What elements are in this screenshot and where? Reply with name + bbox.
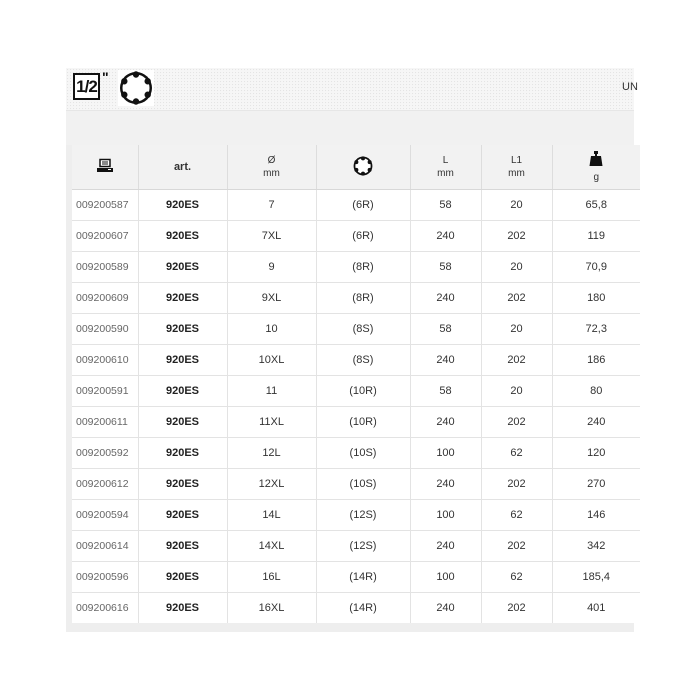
cell-length: 240	[410, 283, 481, 314]
cell-diameter: 12XL	[227, 469, 316, 500]
col-header-weight[interactable]	[552, 145, 640, 190]
cell-code: 009200596	[72, 562, 138, 593]
cell-diameter: 9	[227, 252, 316, 283]
header-right-text: UN	[622, 81, 638, 93]
cell-torx: (8S)	[316, 314, 410, 345]
cell-code: 009200592	[72, 438, 138, 469]
cell-diameter: 14L	[227, 500, 316, 531]
cell-diameter: 14XL	[227, 531, 316, 562]
cell-torx: (8R)	[316, 283, 410, 314]
cell-length1: 20	[481, 190, 552, 221]
table-row[interactable]	[72, 345, 640, 376]
cell-art: 920ES	[138, 531, 227, 562]
col-header-weight-unit: g	[593, 172, 600, 183]
cell-weight: 186	[552, 345, 640, 376]
table-row[interactable]	[72, 190, 640, 221]
spacer-band	[66, 111, 634, 145]
cell-art: 920ES	[138, 562, 227, 593]
cell-length1: 20	[481, 252, 552, 283]
cell-weight: 65,8	[552, 190, 640, 221]
table-row[interactable]	[72, 376, 640, 407]
col-header-art[interactable]	[138, 145, 227, 190]
table-row[interactable]	[72, 438, 640, 469]
table-row[interactable]	[72, 531, 640, 562]
cell-weight: 342	[552, 531, 640, 562]
cell-torx: (6R)	[316, 190, 410, 221]
table-row[interactable]	[72, 221, 640, 252]
cell-art: 920ES	[138, 438, 227, 469]
torx-star-icon	[118, 70, 154, 106]
cell-art: 920ES	[138, 283, 227, 314]
cell-art: 920ES	[138, 345, 227, 376]
cell-length1: 62	[481, 562, 552, 593]
table-row[interactable]	[72, 562, 640, 593]
cell-weight: 119	[552, 221, 640, 252]
cell-code: 009200594	[72, 500, 138, 531]
cell-diameter: 10	[227, 314, 316, 345]
cell-torx: (14R)	[316, 562, 410, 593]
cell-torx: (10S)	[316, 469, 410, 500]
col-header-code[interactable]	[72, 145, 138, 190]
drive-size-inch-mark: "	[102, 69, 109, 85]
cell-length1: 62	[481, 500, 552, 531]
cell-diameter: 10XL	[227, 345, 316, 376]
cell-length1: 20	[481, 376, 552, 407]
cell-art: 920ES	[138, 252, 227, 283]
col-header-length-unit: mm	[437, 168, 454, 179]
cell-code: 009200589	[72, 252, 138, 283]
cell-diameter: 9XL	[227, 283, 316, 314]
cell-code: 009200587	[76, 199, 129, 211]
cell-length1: 202	[481, 469, 552, 500]
cell-code: 009200609	[72, 283, 138, 314]
cell-torx: (12S)	[316, 500, 410, 531]
cell-code: 009200607	[72, 221, 138, 252]
cell-code: 009200616	[72, 593, 138, 624]
col-header-diameter[interactable]	[227, 145, 316, 190]
drive-size-badge: 1/2	[73, 73, 100, 100]
col-header-torx[interactable]	[316, 145, 410, 190]
cell-weight: 146	[552, 500, 640, 531]
cell-torx: (8S)	[316, 345, 410, 376]
col-header-diameter-unit: mm	[263, 168, 280, 179]
cell-length: 240	[410, 593, 481, 624]
cell-art: 920ES	[138, 314, 227, 345]
cell-length: 240	[410, 221, 481, 252]
cell-code: 009200591	[72, 376, 138, 407]
cell-torx: (8R)	[316, 252, 410, 283]
cell-torx: (12S)	[316, 531, 410, 562]
col-header-length-label: L	[442, 155, 449, 166]
cell-length: 100	[410, 500, 481, 531]
cell-torx: (10R)	[316, 376, 410, 407]
computer-icon	[96, 165, 114, 176]
cell-length1: 202	[481, 407, 552, 438]
header-bar	[66, 68, 638, 111]
table-row[interactable]	[72, 469, 640, 500]
cell-art: 920ES	[138, 190, 227, 221]
torx-star-icon	[353, 168, 373, 179]
cell-code: 009200610	[72, 345, 138, 376]
cell-weight: 70,9	[552, 252, 640, 283]
cell-length: 100	[410, 562, 481, 593]
cell-length: 100	[410, 438, 481, 469]
cell-length1: 20	[481, 314, 552, 345]
col-header-length1-label: L1	[510, 155, 523, 166]
cell-length: 58	[410, 376, 481, 407]
table-row[interactable]	[72, 283, 640, 314]
cell-art: 920ES	[138, 469, 227, 500]
cell-length1: 202	[481, 283, 552, 314]
product-table-frame	[66, 68, 638, 632]
cell-diameter: 7	[227, 190, 316, 221]
table-row[interactable]	[72, 593, 640, 624]
table-row[interactable]	[72, 407, 640, 438]
cell-weight: 120	[552, 438, 640, 469]
cell-art: 920ES	[138, 407, 227, 438]
cell-diameter: 16L	[227, 562, 316, 593]
cell-length: 58	[410, 314, 481, 345]
cell-weight: 80	[552, 376, 640, 407]
cell-weight: 185,4	[552, 562, 640, 593]
cell-torx: (10S)	[316, 438, 410, 469]
cell-diameter: 11XL	[227, 407, 316, 438]
cell-code: 009200614	[72, 531, 138, 562]
cell-torx: (6R)	[316, 221, 410, 252]
cell-diameter: 12L	[227, 438, 316, 469]
weight-icon	[589, 159, 603, 170]
cell-torx: (10R)	[316, 407, 410, 438]
cell-torx: (14R)	[316, 593, 410, 624]
cell-length1: 202	[481, 345, 552, 376]
cell-weight: 270	[552, 469, 640, 500]
cell-length: 240	[410, 407, 481, 438]
cell-length1: 202	[481, 531, 552, 562]
table-row[interactable]	[72, 252, 640, 283]
cell-length: 58	[410, 252, 481, 283]
cell-diameter: 16XL	[227, 593, 316, 624]
col-header-art-label: art.	[173, 161, 192, 173]
cell-art: 920ES	[138, 221, 227, 252]
cell-length1: 62	[481, 438, 552, 469]
cell-code: 009200612	[72, 469, 138, 500]
cell-weight: 240	[552, 407, 640, 438]
table-row[interactable]	[72, 500, 640, 531]
cell-length1: 202	[481, 221, 552, 252]
table-header-row	[72, 145, 640, 190]
cell-length: 240	[410, 345, 481, 376]
col-header-length1[interactable]	[481, 145, 552, 190]
cell-length1: 202	[481, 593, 552, 624]
cell-weight: 72,3	[552, 314, 640, 345]
cell-code: 009200590	[72, 314, 138, 345]
cell-length: 240	[410, 531, 481, 562]
col-header-length1-unit: mm	[508, 168, 525, 179]
col-header-length[interactable]	[410, 145, 481, 190]
cell-diameter: 11	[227, 376, 316, 407]
product-table	[72, 145, 640, 623]
table-row[interactable]	[72, 314, 640, 345]
cell-length: 240	[410, 469, 481, 500]
cell-art: 920ES	[138, 500, 227, 531]
cell-diameter: 7XL	[227, 221, 316, 252]
cell-art: 920ES	[138, 593, 227, 624]
col-header-diameter-label: Ø	[267, 155, 276, 166]
cell-length: 58	[410, 190, 481, 221]
cell-weight: 401	[552, 593, 640, 624]
cell-weight: 180	[552, 283, 640, 314]
cell-code: 009200611	[72, 407, 138, 438]
cell-art: 920ES	[138, 376, 227, 407]
